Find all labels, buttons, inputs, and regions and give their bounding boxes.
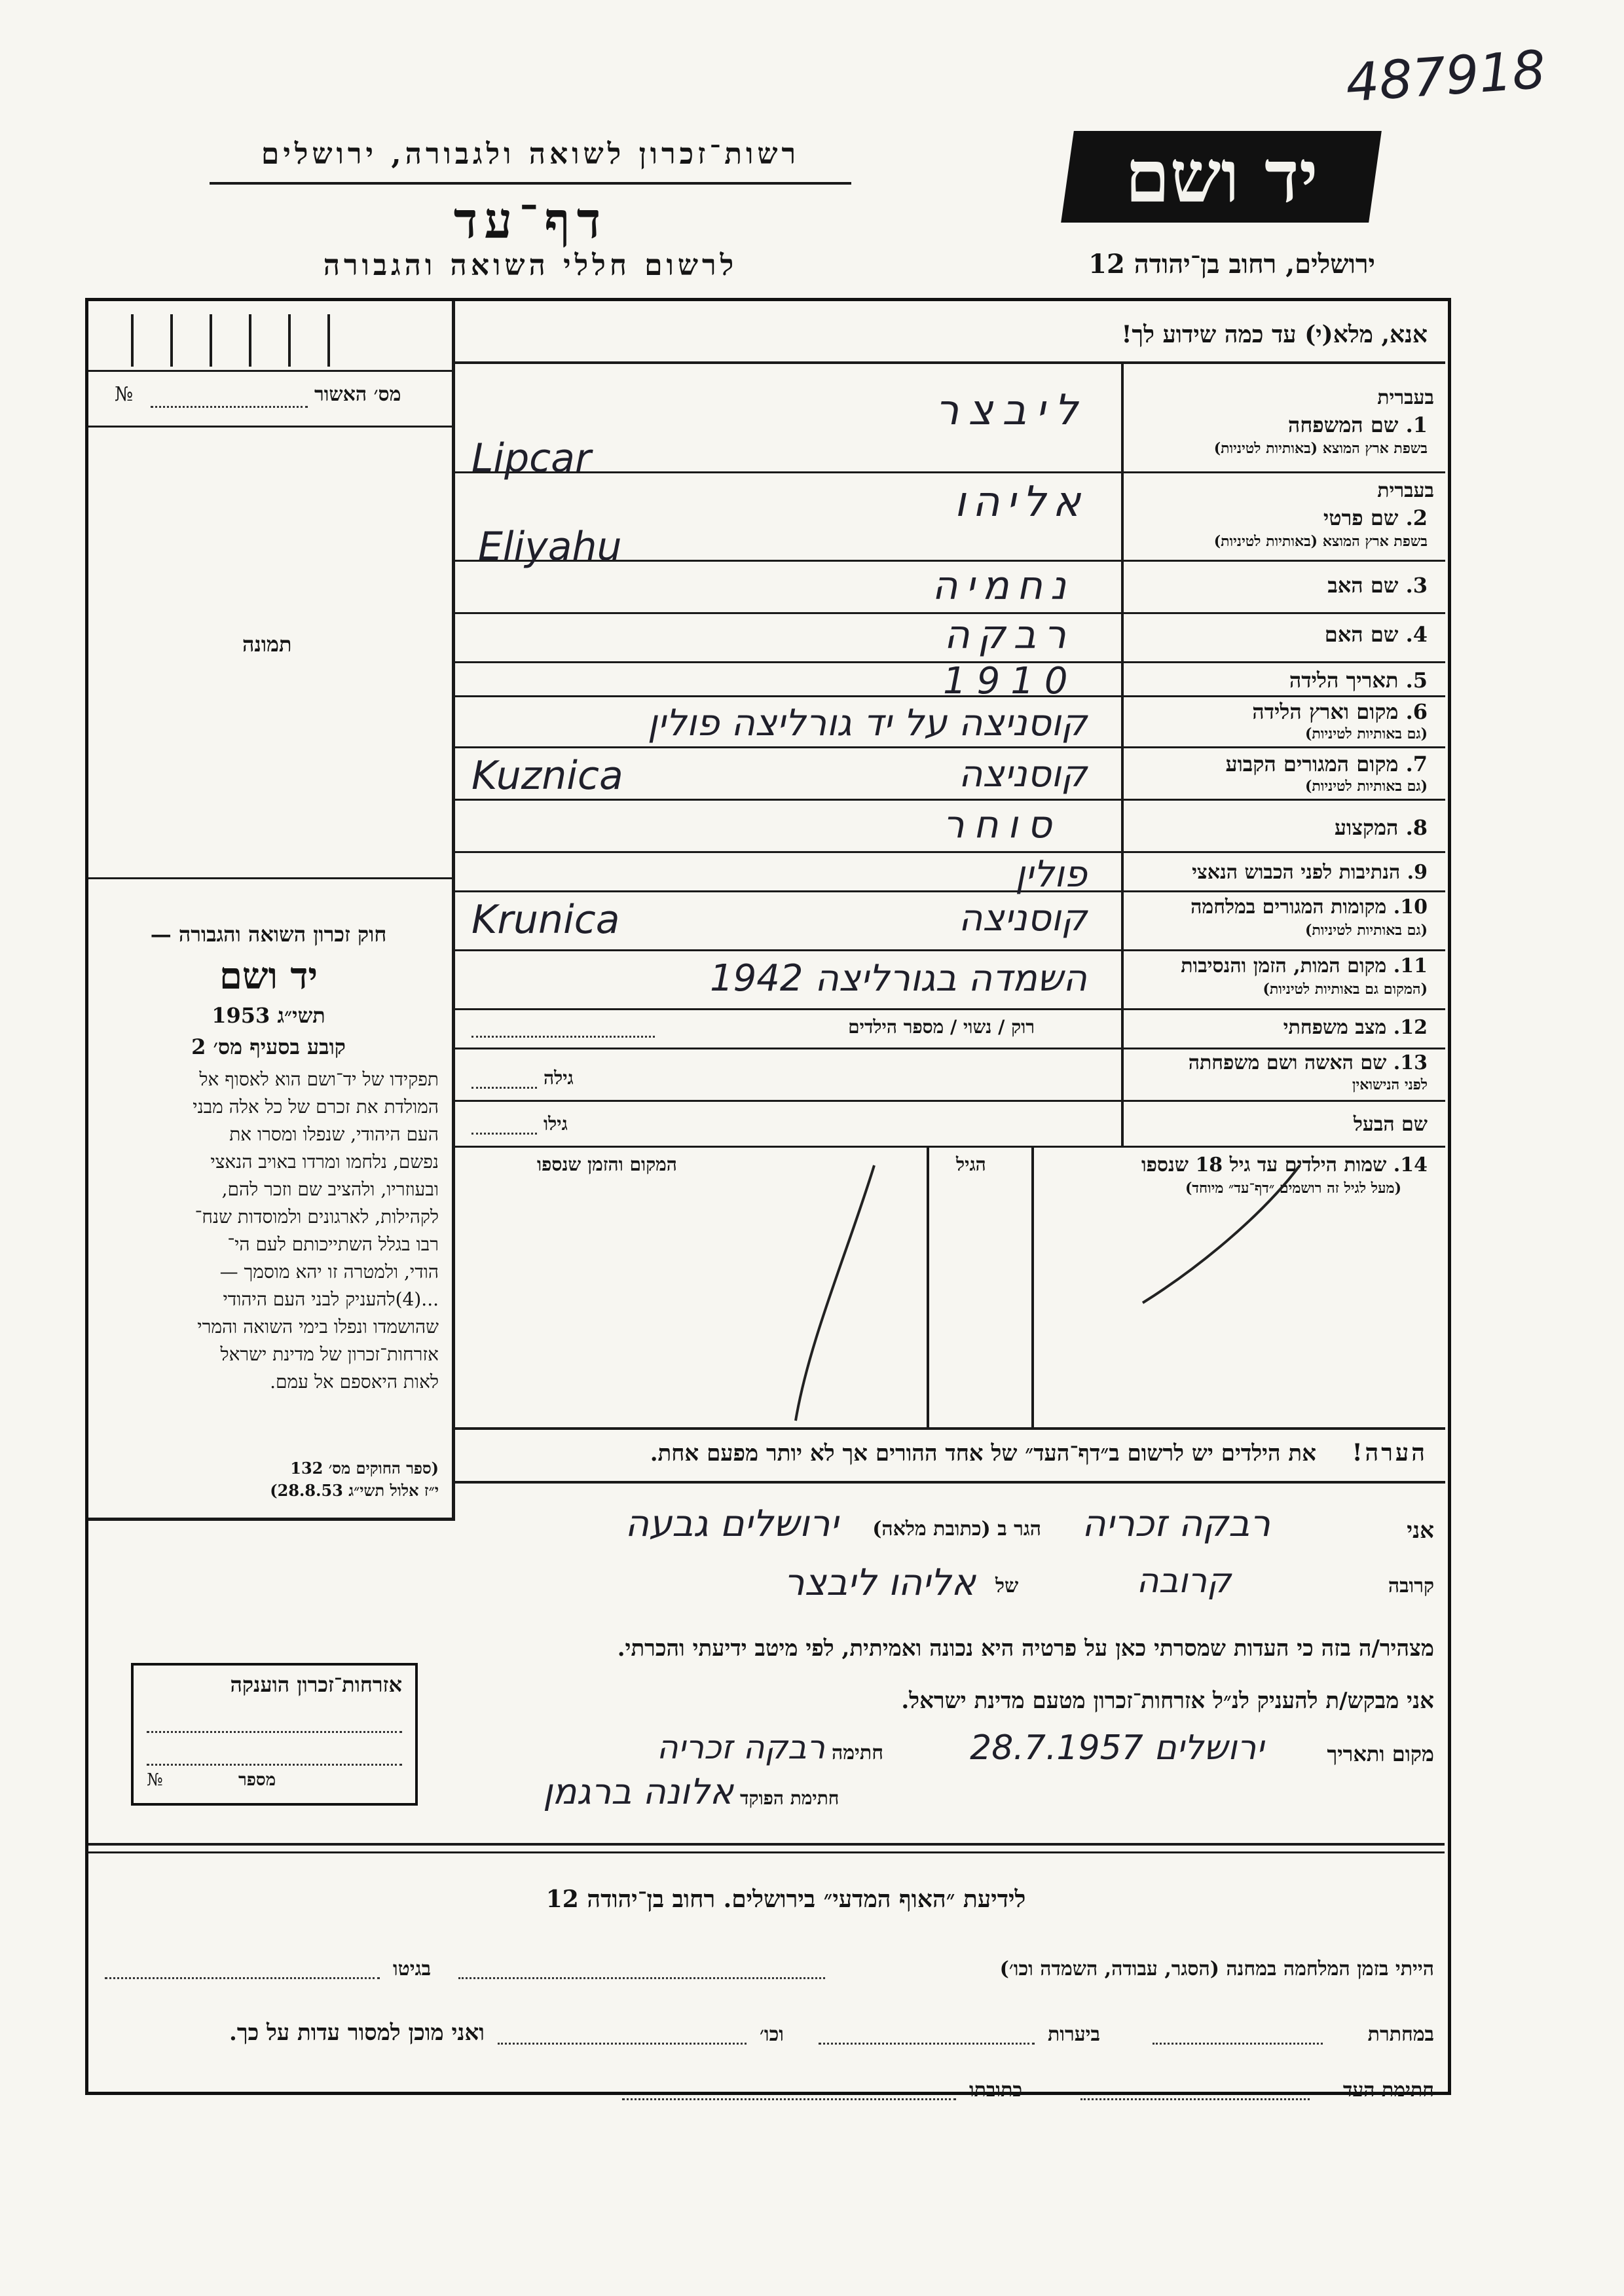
bottom-double-line-1 — [88, 1843, 1445, 1846]
death-place-value[interactable]: השמדה בגורליצה 1942 — [709, 957, 1087, 1000]
declaration-line-2: אני מבקש/ת להעניק לנ״ל אזרחות־זכרון מטעם מדינת ישראל. — [901, 1688, 1434, 1714]
officer-label: חתימת הפוקד — [740, 1787, 840, 1809]
war-residence-latin[interactable]: Krunica — [471, 897, 620, 943]
law-line-4: קובע בסעיף מס׳ 2 — [191, 1034, 346, 1059]
law-ref-2: י״ז אלול תשי״ג 28.8.53) — [270, 1481, 439, 1500]
citizenship-number-sign: № — [147, 1770, 163, 1790]
nationality-value[interactable]: פולין — [1015, 853, 1087, 896]
birth-place-value[interactable]: קוסניצה על יד גורליצה פולין — [647, 702, 1087, 744]
header-subtitle: לרשום חללי השואה והגבורה — [323, 249, 738, 282]
of-label: של — [995, 1575, 1019, 1597]
bottom-line-3a: חתימת העד — [1342, 2079, 1434, 2102]
marital-status-field[interactable] — [471, 1036, 655, 1038]
label-divider — [1121, 364, 1124, 1146]
residence-label: 7. מקום המגורים הקבוע — [1225, 752, 1428, 776]
father-name-value[interactable]: נחמיה — [932, 563, 1074, 609]
law-body: תפקידו של יד־ושם הוא לאסוף אל המולדת את זכרם של כל אלה מבני העם היהודי, שנפלו ומסרו את נפשם, נלחמו ומרדו באויב הנאצי ובעוזריו, ולהציב שם וזכר להם, לקהילות, לארגונים ולמוסדות שנח־ רבו בגלל השתייכותם לעם הי־ הודי, ולמטרה זו יהא מוסמך — ...(4)להעניק לבני העם היהודי שהושמדו ונפלו בימי השואה והמרי אזרחות־זכרון של מדינת ישראל לאות היאספם אל עמם. — [193, 1068, 439, 1393]
birth-place-label: 6. מקום וארץ הלידה — [1252, 699, 1428, 724]
logo-text: יד ושם — [1124, 134, 1318, 219]
bottom-etc-field[interactable] — [498, 2043, 747, 2045]
war-residence-hebrew[interactable]: קוסניצה — [958, 897, 1087, 939]
declaration-i-label: אני — [1407, 1518, 1434, 1544]
residence-latin[interactable]: Kuznica — [471, 753, 623, 799]
bottom-line-2c: וכו׳ — [760, 2023, 784, 2046]
yad-vashem-logo — [1061, 131, 1382, 223]
profession-label: 8. המקצוע — [1334, 815, 1428, 840]
family-name-latin[interactable]: Lipcar — [471, 435, 591, 481]
wife-name-label: 13. שם האשה ושם משפחתה — [1188, 1051, 1428, 1074]
declarant-name[interactable]: רבקה זכריה — [1082, 1503, 1270, 1545]
children-sub: (מעל לגיל זה רושמים ״דף־עד״ מיוחד) — [1185, 1180, 1401, 1197]
wife-age-field[interactable] — [471, 1087, 537, 1089]
cert-number-field[interactable] — [151, 406, 308, 408]
header-underline — [210, 182, 851, 185]
citizenship-title: אזרחות־זכרון הוענקה — [230, 1672, 402, 1697]
children-col-age: הגיל — [956, 1154, 986, 1175]
birth-place-sub: (גם באותיות לטיניות) — [1304, 725, 1428, 742]
archive-number: 487918 — [1343, 39, 1547, 114]
bottom-line-2a: במחתרת — [1367, 2023, 1434, 2046]
death-place-sub: (המקום גם באותיות לטיניות) — [1263, 981, 1428, 998]
bottom-forests-field[interactable] — [819, 2043, 1035, 2045]
of-value[interactable]: אליהו ליבצר — [784, 1561, 976, 1604]
marital-status-options[interactable]: רוק / נשוי / מספר הילדים — [848, 1016, 1035, 1038]
cert-number-sign: № — [115, 383, 134, 406]
witness-address-field[interactable] — [622, 2098, 956, 2100]
citizenship-line-2[interactable] — [147, 1764, 402, 1766]
photo-label: תמונה — [242, 632, 292, 657]
birth-date-label: 5. תאריך הלידה — [1289, 668, 1428, 693]
profession-value[interactable]: סוחר — [942, 802, 1061, 847]
signature-label: חתימה — [832, 1741, 883, 1764]
death-place-label: 11. מקום המות, הזמן והנסיבות — [1181, 955, 1428, 977]
children-label: 14. שמות הילדים עד גיל 18 שנספו — [1141, 1154, 1428, 1176]
declaration-resides-label: הגר ב (כתובת מלאה) — [872, 1518, 1041, 1540]
bottom-line-1b: בגיטו — [393, 1958, 432, 1980]
relation-label: קרובה — [1388, 1575, 1434, 1597]
citizenship-line-1[interactable] — [147, 1731, 402, 1733]
residence-sub: (גם באותיות לטיניות) — [1304, 778, 1428, 795]
declaration-line-1: מצהיר/ה בזה כי העדות שמסרתי כאן על פרטיה היא נכונה ואמיתית, לפי מיטב ידיעתי והכרתי. — [617, 1635, 1434, 1662]
bottom-line-2d: ואני מוכן למסור עדות על כך. — [229, 2020, 485, 2046]
place-date-label: מקום ותאריך — [1327, 1741, 1434, 1766]
wife-age-label: גילה — [544, 1067, 574, 1089]
bottom-double-line-2 — [88, 1851, 1445, 1853]
declarant-address[interactable]: ירושלים גבעה — [625, 1503, 838, 1545]
family-name-hebrew[interactable]: ליבצר — [935, 386, 1087, 435]
left-bottom-line — [88, 1518, 455, 1521]
signature-value[interactable]: רבקה זכריה — [657, 1728, 825, 1766]
bottom-line-1-field[interactable] — [458, 1977, 825, 1979]
bottom-ghetto-field[interactable] — [105, 1977, 380, 1979]
note-top-line — [455, 1427, 1445, 1430]
birth-date-value[interactable]: 1910 — [943, 660, 1079, 702]
war-residence-sub: (גם באותיות לטיניות) — [1304, 922, 1428, 939]
cert-number-label: מס׳ האשור — [314, 383, 401, 406]
stub-line — [88, 370, 455, 372]
citizenship-number-label: מספר — [238, 1770, 276, 1790]
residence-hebrew[interactable]: קוסניצה — [958, 753, 1087, 795]
witness-signature-field[interactable] — [1080, 2098, 1310, 2100]
nationality-label: 9. הנתיבות לפני הכבוש הנאצי — [1192, 861, 1428, 884]
law-line-1: חוק זכרון השואה והגבורה — — [150, 922, 387, 947]
citizenship-box — [131, 1663, 418, 1806]
bottom-line-3b: כתובתו — [969, 2079, 1023, 2102]
wife-name-sub: לפני הנישואין — [1352, 1076, 1428, 1093]
bottom-line-2b: ביערות — [1048, 2023, 1101, 2046]
law-line-2: יד ושם — [219, 955, 318, 998]
page-title: דף־עד — [453, 191, 608, 249]
officer-value[interactable]: אלונה ברגמן — [543, 1771, 733, 1812]
law-line-3: תשי״ג 1953 — [212, 1003, 325, 1028]
header-authority: רשות־זכרון לשואה ולגבורה, ירושלים — [261, 137, 800, 171]
header-address: ירושלים, רחוב בן־יהודה 12 — [1088, 249, 1375, 280]
husband-name-label: שם הבעל — [1353, 1113, 1428, 1136]
war-residence-label: 10. מקומות המגורים במלחמה — [1190, 896, 1428, 919]
first-name-latin[interactable]: Eliyahu — [478, 524, 622, 570]
father-name-label: 3. שם האב — [1327, 573, 1428, 598]
children-strike-lines — [455, 1146, 1445, 1434]
children-col-place: המקום והזמן שנספו — [537, 1154, 677, 1175]
note-text: את הילדים יש לרשום ב״דף־העד״ של אחד ההורים אך לא יותר מפעם אחת. — [650, 1440, 1316, 1467]
mother-name-label: 4. שם האם — [1324, 622, 1428, 647]
mother-name-value[interactable]: רבקה — [944, 612, 1074, 658]
first-name-hebrew[interactable]: אליהו — [954, 478, 1087, 526]
photo-bottom-line — [88, 877, 455, 879]
bottom-line-1a: הייתי בזמן המלחמה במחנה (הסגר, עבודה, השמדה וכו׳) — [999, 1958, 1434, 1980]
bottom-title: לידיעת ״האוף המדעי״ בירושלים. רחוב בן־יהודה 12 — [545, 1886, 1026, 1913]
note-label: הערה! — [1352, 1439, 1428, 1467]
stub-line-2 — [88, 426, 455, 428]
husband-age-label: גילו — [544, 1113, 568, 1135]
bottom-underground-field[interactable] — [1153, 2043, 1323, 2045]
note-bottom-line — [455, 1481, 1445, 1484]
husband-age-field[interactable] — [471, 1133, 537, 1135]
relation-value[interactable]: קרובה — [1136, 1561, 1231, 1601]
frame-header-line — [455, 361, 1445, 364]
intro-text: אנא, מלא(י) עד כמה שידוע לך! — [1121, 321, 1428, 348]
law-ref-1: (ספר החוקים מס׳ 132 — [290, 1459, 439, 1478]
place-date-value[interactable]: ירושלים 28.7.1957 — [970, 1728, 1264, 1768]
marital-status-label: 12. מצב משפחתי — [1283, 1016, 1428, 1039]
